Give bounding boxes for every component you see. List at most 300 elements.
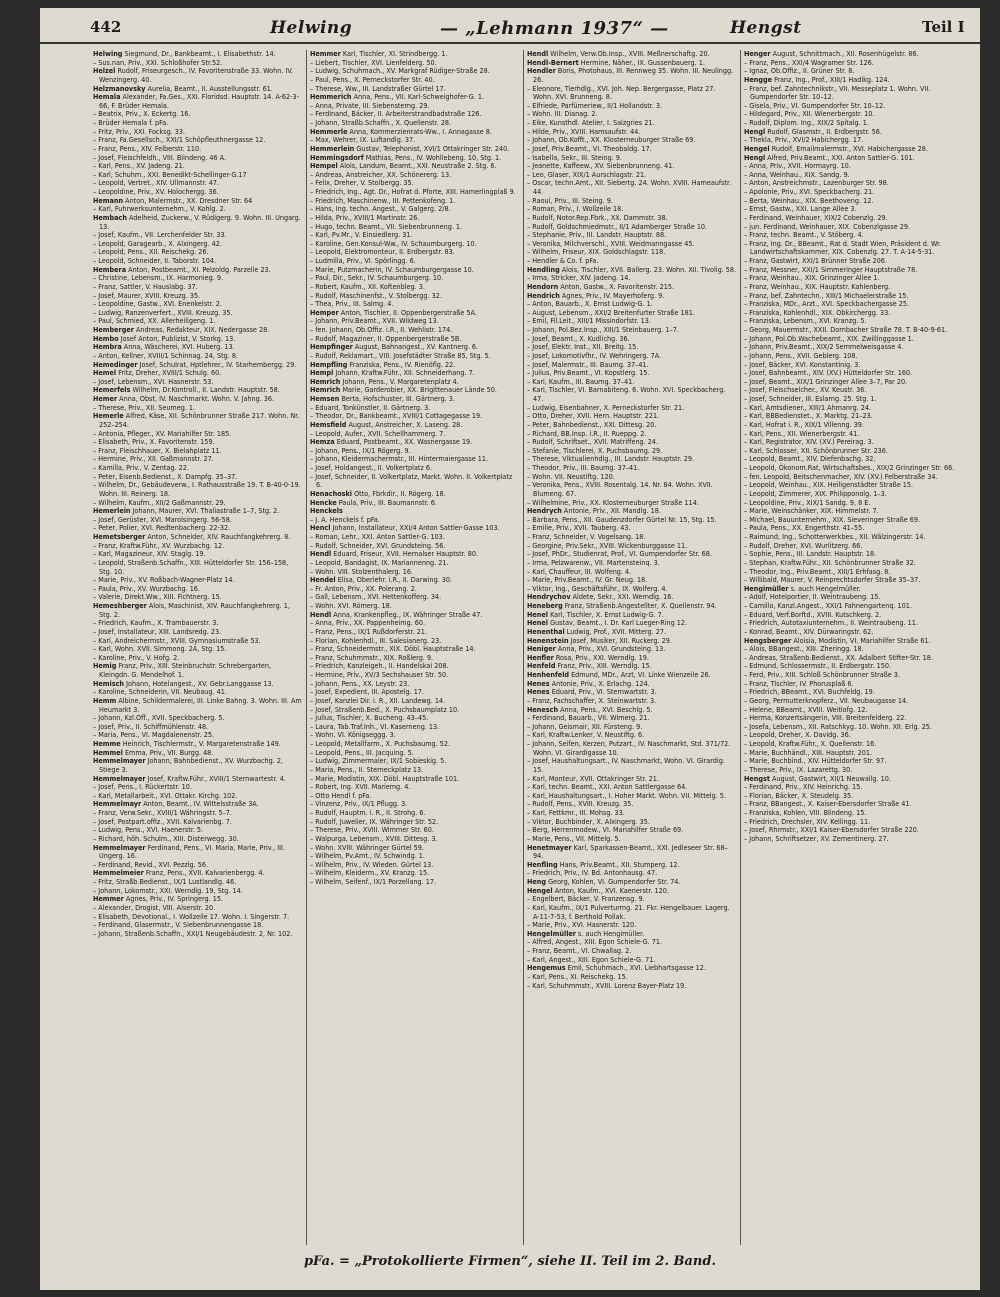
entry-details: – Eduard, Tonkünstler, II. Gärtnerg. 3. <box>310 402 431 412</box>
entry-details: Johann, Hotelangest., XV. Gebr.Langgasse 13. <box>124 678 274 688</box>
entry-details: – Wilhelm, Seifenf., IX/1 Porzellang. 17. <box>310 877 436 886</box>
entry-details: – Karl, Chauffeur, III. Wolfeng. 4. <box>527 566 632 576</box>
entry-details: – Franziska, MDr., Arzt., XVI. Speckbachergasse 25. <box>744 299 910 309</box>
entry-details: – Marie, Priv., XVI. Hasnerstr. 120. <box>527 920 637 930</box>
entry-surname: Hemsen <box>310 394 340 403</box>
entry-details: – Elisabeth, Devotional., I. Wollzeile 17. Wohn. I. Singerstr. 7. <box>93 911 290 921</box>
entry-details: – Franz, BBangest., X. Kaiser-Ebersdorfer Straße 41. <box>744 799 912 809</box>
directory-entry <box>93 844 303 861</box>
directory-entry <box>310 878 520 887</box>
entry-details: – Thekla, Priv., XVI/2 Habichergg. 17. <box>744 135 864 145</box>
entry-details: – Karl, Magazineur, XIV. Staglg. 19. <box>93 549 206 559</box>
entry-details: Johann, Pens., V. Margaretenplatz 4. <box>340 376 459 386</box>
entry-surname: Hemza <box>310 437 335 447</box>
directory-entry <box>527 904 737 921</box>
entry-details: – Rudolf, Reklamart., VIII. Josefstädter Straße 85, Stg. 5. <box>310 350 491 360</box>
entry-surname: Helzel <box>93 66 116 76</box>
entry-details: Anton, Kaufm., XVI. Kaenerstr. 120. <box>552 885 669 895</box>
page-header <box>40 8 980 44</box>
entry-details: Ludwig, Prof., XVII. Mitterg. 27. <box>564 626 667 636</box>
entry-details: – Karl, Fettkmr., III. Mohsg. 33. <box>527 808 625 817</box>
entry-details: – Michael, Bauunternehm., XIX. Sieveringer Straße 69. <box>744 514 921 524</box>
entry-details: – Johann, Ob.Kofft., XX. Klosterneuburger Straße 69. <box>527 135 696 145</box>
entry-details: – fen. Leopold, Beitschenmacher, XIV. (XV.) Felberstraße 34. <box>744 471 938 481</box>
entry-details: – Wilhelm, Kaufm., XII/2 Gaßmannstr. 29. <box>93 497 226 507</box>
entry-details: – Friedrich, Drechsler, XIV. Kellingg. 11. <box>744 816 871 826</box>
entry-details: – Robert, Ing. XVII. Mariemg. 4. <box>310 782 411 792</box>
entry-details: Johann, Installateur, XXI/4 Anton Sattler-Gasse 103. <box>330 523 500 533</box>
entry-details: – Franz, Fa.Gesellsch., XXI/1 Schöpfleuthnergasse 12. <box>93 135 266 145</box>
entry-details: – Karl, Metallarbeit., XVI. Ottakr. Kirchg. 102. <box>93 790 238 800</box>
entry-details: – Peter, Bahnbedienst., XXI. Dittesg. 20. <box>527 419 657 429</box>
entry-details: – Emil, Fil.Leit., XIII/1 Missindorfstr. 13. <box>527 316 651 326</box>
entry-details: – Josef, Schneider, II. Volkertplatz, Markt. Wohn. II. Volkertplatz 6. <box>310 471 513 490</box>
entry-details: – Ludwig, Zimmermaler, IX/1 Sobieskig. 5. <box>310 756 447 766</box>
entry-details: Gustav, Beamt., I. Dr. Karl Lueger-Ring 12. <box>548 618 688 628</box>
directory-column-4 <box>741 50 958 1245</box>
entry-details: – Franz, Schneider, V. Vogelsang. 18. <box>527 532 646 541</box>
entry-details: – Johann, Priv.Beamt., XVII. Wildweg 13. <box>310 316 439 326</box>
entry-details: – Karl, Monteur, XVII. Ottakringer Str. 21. <box>527 773 659 783</box>
entry-details: – Franz, Pens., XIV. Felberstr. 110. <box>93 143 202 153</box>
entry-details: – Rudolf, Goldschmiedmstr., II/1 Adamberger Straße 10. <box>527 221 708 231</box>
entry-details: – Karl, Amtsdiener., XIII/1 Ahmanrg. 24. <box>744 402 872 412</box>
entry-details: – Josef, Kanzlei Dir. i. R., XII. Landewg. 14. <box>310 695 446 705</box>
entry-details: – Felix, Dreher, V. Stolbergg. 35. <box>310 178 414 188</box>
entry-surname: Heng <box>527 877 547 886</box>
entry-surname: Hemmelmayer <box>93 773 146 783</box>
entry-details: – Leopold, Ökonom.Rat, Wirtschaftsbes., XIX/2 Grinzinger Str. 66. <box>744 463 955 472</box>
entry-surname: Henckels <box>310 506 343 516</box>
entry-details: – Marie, Pens., VII. Mittelg. 5. <box>527 833 621 843</box>
entry-details: – Hilde, Priv., XVIII. Hamsaufstr. 44. <box>527 126 641 136</box>
entry-surname: Hemmer <box>310 50 341 58</box>
entry-details: – Vinzenz, Priv., IX/1 Pflugg. 3. <box>310 799 408 809</box>
directory-column-1 <box>90 50 307 1245</box>
entry-surname: Hendl <box>310 609 332 619</box>
entry-surname: Hemsfield <box>310 419 347 429</box>
entry-details: – Paul, Dir., Sekr., IV. Schaumburgerg. 10. <box>310 273 444 283</box>
entry-details: – Sophie, Pens., III. Landstr. Hauptstr. 18. <box>744 549 877 559</box>
entry-details: – Therese, Viktualienhdlg., III. Landstr. Hauptstr. 29. <box>527 454 695 464</box>
entry-details: Gustav, Telephonist, XVI/1 Ottakringer Str. 240. <box>354 143 510 153</box>
entry-details: – Karl, techn. Beamt., XXI. Anton Sattlergasse 64. <box>527 782 688 792</box>
entry-details: – Christine, Lebensm., IX. Harmonieg. 9. <box>93 273 224 283</box>
entry-details: Otto, Fbrkdir., II. Rögerg. 18. <box>352 488 446 498</box>
entry-surname: Hemmerich <box>310 92 352 102</box>
entry-details: – Herma, Konzertsängerin, VIII. Breitenfelderg. 22. <box>744 713 907 723</box>
entry-details: – Fritz, Priv., XXI. Focksg. 33. <box>93 126 186 136</box>
entry-details: – Franz, Schuhmmstr., XIX. Roßlerg. 9. <box>310 652 434 662</box>
entry-details: Aloisia, Modistin, VI. Mariahilfer Straße 61. <box>791 635 931 645</box>
entry-details: – Konrad, Beamt., XIV. Dürwaringstr. 62. <box>744 626 874 636</box>
entry-details: – Leopold, Straßenb.Schaffn., XIII. Hütteldorfer Str. 156–158, Stg. 10. <box>93 557 289 576</box>
entry-details: – Leopold, Beamt., XIV. Diefenbachg. 32. <box>744 454 876 464</box>
entry-details: – Friedrich, Maschinenw., III. Pettenkofeng. 1. <box>310 195 456 205</box>
entry-details: – Stefanie, Tischlerei, X. Puchsbaumg. 29. <box>527 445 663 455</box>
entry-details: Josef, Kraftw.Führ., XVIII/1 Sternwartestr. 4. <box>145 773 286 783</box>
entry-details: – Therese, Priv., XVIII. Wimmer Str. 60. <box>310 825 434 835</box>
entry-details: – Karl, BBBedienstet., X. Marktg. 21–23. <box>744 411 873 421</box>
entry-details: – Johann, Kzl.Off., XVII. Speckbacherg. 5. <box>93 713 225 723</box>
entry-surname: Hengelmüller <box>527 928 576 938</box>
entry-details: – Josef, Priv., II. Schiffmühlenstr. 48. <box>93 721 209 731</box>
entry-details: – Karl, Angest., XIII. Egon Schiele-G. 71. <box>527 954 656 964</box>
entry-details: – Wilhelm, Pv.Amt., IV. Schwindg. 1. <box>310 851 425 861</box>
entry-details: – Max, Wehrer, IX. Luftandlg. 37. <box>310 135 416 145</box>
entry-surname: Helzmanovsky <box>93 83 146 93</box>
entry-details: s. auch Hengimüller. <box>575 928 645 938</box>
entry-details: – Ferdinand, Bauarb., VII. Wimerg. 21. <box>527 713 650 723</box>
entry-details: Rudolf, Friseurgesch., IV. Favoritenstraße 33. Wohn. IV. Wenzingerg. 40. <box>99 66 293 84</box>
entry-details: – Roman, Priv., I. Wollzeile 18. <box>527 204 624 214</box>
directory-entry <box>93 662 303 679</box>
entry-surname: Hemmerle <box>310 126 348 136</box>
entry-details: s. auch Hengelmüller. <box>788 583 861 593</box>
entry-details: – Franz, Verw.Sekr., XVIII/1 Währingstr. 5–7. <box>93 808 232 817</box>
entry-details: – Wohn. III. Dianag. 2. <box>527 109 598 119</box>
directory-entry <box>527 844 737 861</box>
entry-details: – Irma, Stricker, XIV. Jadeng. 14. <box>527 273 631 283</box>
entry-details: Karl, Tischler, XI. Strindbergg. 1. <box>340 50 448 58</box>
entry-details: – Gall, Lebensm., XVI. Hettenkofferg. 34. <box>310 592 442 602</box>
entry-surname: Hemala <box>93 92 121 102</box>
entry-surname: Hemmel <box>93 747 123 757</box>
entry-details: – Karoline, Gen.Konsul-Ww., IV. Schaumburgerg. 10. <box>310 238 477 248</box>
entry-surname: Hembera <box>93 264 127 274</box>
entry-details: – Johann, Priv.Beamt., XIX/2 Semmelweisgasse 4. <box>744 342 904 352</box>
entry-details: – Marie, Weinschänker, XIX. Himmelstr. 7. <box>744 506 879 516</box>
directory-columns <box>90 50 960 1245</box>
entry-details: – Marie, Priv., XV. Roßbach-Wagner-Platz 14. <box>93 575 235 585</box>
entry-details: Anna, Pens., XVI. Beschlg. 5. <box>558 704 653 714</box>
entry-details: – Ernst, Gastw., XXI. Lange Allee 3. <box>744 204 857 214</box>
entry-surname: Hempfinger <box>310 342 353 352</box>
entry-details: – Apolonie, Priv., XVI. Speckbacherg. 21. <box>744 187 875 196</box>
entry-details: – Willibald, Maurer, V. Reinprechtsdorfer Straße 35–37. <box>744 575 921 585</box>
directory-entry <box>527 757 737 774</box>
entry-surname: Hendrich <box>527 290 560 300</box>
entry-details: – Johann, Pens., XVII. Geblerg. 108. <box>744 350 858 360</box>
entry-details: – Leopold, Metallfarm., X. Puchsbaumg. 52. <box>310 739 451 748</box>
entry-details: – Karl, Pens., XI. Reischekg. 15. <box>527 971 628 981</box>
entry-details: – Johann, Pens., IX/1 Rögerg. 9. <box>310 445 411 455</box>
entry-details: Josef, Schulrat, Hptlehrer., IV. Starhembergg. 29. <box>137 359 297 369</box>
entry-details: – Peter, Eisenb.Bedienst., X. Dampfg. 35–37. <box>93 471 238 481</box>
entry-details: – Wilhelm, Priv., IV. Wieden. Gürtel 13. <box>310 859 434 869</box>
entry-surname: Hemberger <box>93 325 134 334</box>
entry-details: Johann, Bahnbedienst., XV. Wurzbachg. 2, Stiege 3. <box>99 756 283 774</box>
entry-details: – Berta, Weinhau., XIX. Beethoveng. 12. <box>744 195 874 205</box>
entry-details: Adelheid, Zuckerw., V. Rüdigerg. 9. Wohn. III. Ungarg. 13. <box>99 212 301 231</box>
entry-surname: Hemmelmeier <box>93 868 144 878</box>
entry-details: Franz, Straßenb.Angestellter, X. Quellenstr. 94. <box>562 601 717 610</box>
entry-details: – Franz, Pens., IX/1 Rußdorferstr. 21. <box>310 626 427 636</box>
directory-entry <box>744 85 955 102</box>
entry-details: – Raimund, Ing., Schotterwerkbes., XII. Wälzingerstr. 14. <box>744 532 926 541</box>
entry-surname: Hendrych <box>527 506 562 516</box>
entry-details: – Veronika, Milchverschl., XVIII. Weidmanngasse 45. <box>527 238 695 248</box>
entry-details: – Helene, BBeamt., XVIII. Weitlofg. 12. <box>744 704 868 714</box>
directory-entry <box>744 240 955 257</box>
directory-entry <box>93 481 303 498</box>
entry-surname: Helwing <box>93 50 123 58</box>
entry-details: – Franz, Gastwirt, XXI/1 Brünner Straße 206. <box>744 256 887 265</box>
entry-details: – Franz, Ing. Dr., BBeamt., Rat d. Stadt Wien, Präsident d. Wr. Landwirtschaftskammer, XIX. Cobenzlg. 27. T. A-14-5-31. <box>744 238 942 257</box>
entry-surname: Hempfling <box>310 359 348 369</box>
entry-details: August, Gastwirt, XII/1 Neuwallg. 10. <box>769 773 891 783</box>
entry-details: Hermine, Näher., IX. Gussenbauerg. 1. <box>578 57 705 67</box>
entry-details: – Franz, Tischler, IV. Phorusplaß 6. <box>744 678 854 688</box>
entry-details: – Wilhelm, Dr., Gebäudeverw., I. Rathausstraße 19. T. B-40-0-19. Wohn. III. Reinerg. 18. <box>93 480 301 498</box>
entry-details: – Johann, Straßenb.Schaffn., XXI/1 Neugebäudestr. 2, Nr. 102. <box>93 928 293 938</box>
entry-details: – Oscar, techn.Amt., XII. Siebertg. 24. Wohn. XVIII. Hameaufstr. 44. <box>527 178 732 196</box>
entry-details: August, Bahnangest., XV. Kantnerg. 6. <box>352 342 479 352</box>
entry-details: – Anton, Anstreichmstr., Lazenburger Str. 98. <box>744 178 889 188</box>
entry-details: – Johann, Geismair, XII. Fürsteng. 9. <box>527 721 643 731</box>
directory-entry <box>310 473 520 490</box>
entry-details: Agnes, Priv., IV. Mayerhoferg. 9. <box>559 290 665 300</box>
entry-surname: Henfeld <box>527 661 556 671</box>
entry-details: – Franziska, Lebensm., XVI. Kranzg. 5. <box>744 316 867 326</box>
entry-surname: Hendorn <box>527 281 559 291</box>
entry-details: – Karl, Pens., XV. Jadeng. 21. <box>93 161 185 171</box>
entry-details: – Paula, Pens., XX. Engerthstr. 41–55. <box>744 523 865 533</box>
entry-details: – Fr. Anton, Priv., XX. Polerang. 2. <box>310 583 417 593</box>
entry-details: Rosa, Priv., XXI. Werndlg. 19. <box>553 652 649 662</box>
entry-details: – Ferdinand, Glasermstr., V. Siebenbrunnengasse 18. <box>93 920 264 930</box>
entry-details: – Franz, Fleischhauer, X. Bielahplatz 11. <box>93 445 222 455</box>
entry-details: – Georgine, Priv.Sekr., XVIII. Wickenburggasse 11. <box>527 540 688 550</box>
entry-details: Anna, Krankenpfleg., IX. Währinger Straße 47. <box>331 609 483 619</box>
entry-details: – Paul, Schmied, XX. Allerheiligeng. 1. <box>93 316 216 326</box>
entry-details: Heinrich, Tischlermstr., V. Margaretenstraße 149. <box>120 739 281 748</box>
entry-details: Franziska, Pens., IV. Rienöflg. 22. <box>347 359 456 369</box>
entry-details: – Ignaz, Ob.Offiz., II. Grüner Str. 8. <box>744 66 855 76</box>
entry-details: Aurelia, Beamt., II. Ausstellungsstr. 61. <box>145 83 273 93</box>
entry-surname: Hemmelmayr <box>93 799 142 809</box>
entry-details: – Johann, Lokomstr., XXI. Werndlg. 19, Stg. 14. <box>93 885 243 895</box>
entry-details: – Eduard, Verf.Borftd., XVIII. Kutschkerg. 2. <box>744 609 882 619</box>
entry-details: – Karl, Kraftw.Lenker, V. Neustiftg. 6. <box>527 730 645 740</box>
entry-details: – Franz, Sattler, V. Hauslabg. 37. <box>93 281 198 291</box>
entry-details: – Friedrich, BBeamt., XVI. Buchfeldg. 19. <box>744 687 875 697</box>
entry-details: – Leopold, Schneider, II. Taborstr. 104. <box>93 256 217 265</box>
entry-details: Paula, Priv., III. Baumannstr. 6. <box>336 497 437 507</box>
entry-details: – Ludwig, Pens., XVI. Haenerstr. 5. <box>93 825 204 835</box>
entry-details: – Leopold, Elektromonteur, II. Erdbergstr. 83. <box>310 247 455 257</box>
entry-details: – Sus.nan, Priv., XXI. Schloßhofer Str.52. <box>93 57 223 67</box>
entry-details: – fen. Johann, Ob.Offiz. i.R., II. Wehlistr. 174. <box>310 325 453 334</box>
entry-details: Johann, Kraftw.Führ., XII. Schneiderhang. 7. <box>333 368 475 378</box>
entry-surname: Hengel <box>744 143 770 153</box>
directory-entry <box>527 386 737 403</box>
entry-details: – Georg, Mauermstr., XXII. Dornbacher Straße 78. T. B-40-9-61. <box>744 325 948 334</box>
entry-details: – Karoline, Priv., V. Hofg. 2. <box>93 652 180 662</box>
entry-details: – Rudolf, Juwelier, IX. Währinger Str. 52. <box>310 816 439 826</box>
entry-details: Anton, Schneider, XIV. Rauchfangkehrerg. 8. <box>145 532 291 541</box>
entry-surname: Hemrich <box>310 376 341 386</box>
entry-surname: Hemer <box>93 394 118 403</box>
entry-details: – Josefa, Lebensm., XII. Ratschkyg. 10. Wohn. XII. Erlg. 25. <box>744 721 932 731</box>
entry-details: – Karoline, Schneiderin, VII. Neubaug. 41. <box>93 687 227 697</box>
entry-details: Marie, Garderobier, XX. Brigittenauer Lände 50. <box>340 385 497 395</box>
entry-details: – Ferd, Priv., XIII. Schloß Schönbrunner Straße 3. <box>744 670 900 679</box>
entry-details: – Leopold, Vertret., XIV. Ullmannstr. 47. <box>93 178 219 188</box>
entry-details: – Berg, Herrenmodew., VI. Mariahilfer Straße 69. <box>527 825 684 835</box>
entry-details: – Franz, bef. Zahntechn., XIII/1 Michaelerstraße 15. <box>744 290 909 300</box>
entry-surname: Hempel <box>310 161 338 171</box>
entry-surname: Henger <box>744 50 771 58</box>
entry-details: – Karl, Pens., XII. Wienerbergstr. 41. <box>744 428 860 438</box>
entry-details: – Johann, Seifen, Kerzen, Putzart., IV. Naschmarkt, Std. 371/72. Wohn. VI. Girardigasse 10. <box>527 739 731 757</box>
entry-details: – Anna, Weinhau., XIX. Sandg. 9. <box>744 169 850 179</box>
entry-surname: Hengemus <box>527 963 566 973</box>
entry-details: – Wilhelm, Friseur, XIX. Goldschlagstr. 118. <box>527 247 666 257</box>
entry-details: August, Schnittmach., XII. Rosenhügelstr. 86. <box>770 50 919 58</box>
entry-details: – Stephan, Kraftw.Führ., XII. Schönbrunner Straße 32. <box>744 557 916 567</box>
entry-surname: Hemedinger <box>93 359 138 369</box>
entry-details: Alois, Landum, Beamt., XXI. Neustraße 2. Stg. 6. <box>337 161 497 171</box>
entry-details: August, Anstreicher, X. Laseng. 28. <box>346 419 463 429</box>
entry-details: – Josef, Kaufm., VII. Lerchenfelder Str. 33. <box>93 230 227 240</box>
book-title: — „Lehmann 1937“ — <box>440 18 669 39</box>
entry-details: – Josef, PhDr., Studienrat, Prof., VI. Gumpendorfer Str. 68. <box>527 549 712 559</box>
entry-details: Emma, Priv., VII. Burgg. 48. <box>122 747 214 757</box>
entry-details: – Eleonore, Tierhdlg., XVI. Joh. Nep. Bergergasse, Platz 27. Wohn. XVI. Brunneng. 8. <box>527 83 716 102</box>
entry-details: – Franz, Pens., XXI/4 Wagramer Str. 126. <box>744 57 874 67</box>
entry-details: Berta, Hofschuster, III. Gärtnerg. 3. <box>339 394 455 403</box>
entry-details: – Josef, Straßenb.Bed., X. Puchsbaumplatz 10. <box>310 704 460 714</box>
entry-details: – Leopold, Weinhau., XIX. Heiligenstädter Straße 15. <box>744 480 914 490</box>
entry-details: – Karl, Hofrat i. R., XIX/1 Villenng. 39. <box>744 419 864 429</box>
entry-details: – Wohn. VII. Neustiftg. 120. <box>527 471 615 481</box>
directory-entry <box>93 67 303 84</box>
entry-details: – Eike, Kunsthdl. Atelier, I. Salzgries 21. <box>527 118 655 127</box>
entry-details: Anna, Kommerzienrats-Ww., I. Annagasse 8. <box>347 126 492 136</box>
entry-details: – Engelbert, Bäcker, V. Franzensg. 9. <box>527 894 645 904</box>
entry-details: – Wohn. XVI. Römerg. 18. <box>310 601 392 610</box>
entry-surname: Hempl <box>310 368 334 378</box>
entry-surname: Henetmayer <box>527 842 572 852</box>
entry-details: – Ludmilla, Priv., VI. Spörlingg. 6. <box>310 256 416 265</box>
entry-details: Aldete, Sekr., XXI. Werndlg. 16. <box>570 592 674 602</box>
entry-details: Alfred, Käse, XII. Schönbrunner Straße 217. Wohn. Nr. 252–254. <box>99 411 300 429</box>
entry-details: – Elisabeth, Priv., X. Favoritenstr. 159. <box>93 437 215 447</box>
entry-details: – jun. Ferdinand, Weinhauer, XIX. Cobenzlgasse 29. <box>744 221 911 231</box>
entry-details: – Barbara, Pens., XII. Gaudenzdorfer Gürtel Nr. 15, Stg. 15. <box>527 514 717 524</box>
entry-details: – Franz, Kraftw.Führ., XV. Wurzbachg. 12. <box>93 540 225 550</box>
entry-details: – Alois, BBangest., XIII. Zheringg. 18. <box>744 644 864 654</box>
entry-details: – Franziska, Kohlen, VIII. Blindeng. 15. <box>744 808 867 817</box>
directory-entry <box>527 85 737 102</box>
entry-surname: Hemmelmayer <box>93 756 146 766</box>
entry-details: – Rudolf, Schneider, XVI. Grundsteing. 56. <box>310 540 446 550</box>
entry-details: – Franz, Weinhau., XIX. Grinzinger Allee 1. <box>744 273 880 283</box>
directory-column-3 <box>524 50 741 1245</box>
entry-surname: Hembo <box>93 333 119 343</box>
entry-surname: Hengsberger <box>744 635 792 645</box>
entry-surname: Hemmerlein <box>310 143 355 153</box>
directory-entry <box>527 67 737 84</box>
directory-entry <box>93 697 303 714</box>
entry-details: – Fritz, Straßb.Bedienst., IX/1 Lustlandlg. 46. <box>93 877 237 886</box>
entry-details: – Raoul, Priv., III. Steing. 9. <box>527 195 613 205</box>
entry-surname: Hencke <box>310 497 337 507</box>
entry-details: – Leopold, Bandagist, IX. Mariannenng. 21. <box>310 557 449 567</box>
entry-details: – Josef, Expedient, III. Apostelg. 17. <box>310 687 424 697</box>
directory-entry <box>527 740 737 757</box>
entry-details: – Johann, Kleidermachermstr., III. Hintermaiergasse 11. <box>310 454 489 464</box>
entry-details: – Rudolf, Maschinenfst., V. Stolbergg. 32. <box>310 290 442 300</box>
entry-details: – Anna, Priv., XVII. Hormayrg. 10. <box>744 161 851 171</box>
entry-details: – Beatrix, Priv., X. Eckertg. 16. <box>93 109 191 119</box>
entry-details: Anton, Postbeamt., XI. Pelzoldg. Parzelle 23. <box>126 264 271 274</box>
entry-details: – Karl, Schuhmmstr., XVIII. Lorenz Bayer-Platz 19. <box>527 980 687 990</box>
entry-details: – Peter, Polier, XVI. Redtenbacherg. 22-32. <box>93 523 231 533</box>
entry-details: – Wilhelm, Kleiderm., XV. Kranzg. 15. <box>310 868 430 878</box>
entry-details: Wilhelm, Dr.Kontroll., II. Landstr. Hauptstr. 58. <box>130 385 280 395</box>
entry-details: Georg, Kohlen, VI. Gumpendorfer Str. 74. <box>546 877 681 886</box>
guide-word-left: Helwing <box>270 18 353 38</box>
directory-entry <box>93 930 303 939</box>
entry-details: – Paula, Priv., XV. Wurzbachg. 16. <box>93 583 200 593</box>
entry-details: – August, Lebensm., XXI/2 Breitenfurter Straße 181. <box>527 307 695 317</box>
entry-surname: Heniger <box>527 644 556 654</box>
entry-surname: Hengge <box>744 74 773 84</box>
entry-details: – Franz, Schneidermstr., XIX. Döbl. Hauptstraße 14. <box>310 644 476 654</box>
entry-details: Franz, Priv., XIII. Werndlg. 15. <box>555 661 652 671</box>
entry-surname: Hemel <box>93 368 117 378</box>
entry-details: Karl, Tischler, X. Ernst Ludwig-G. 7. <box>548 609 664 619</box>
entry-details: – Ferdinand, Revid., XVI. Pezzlg. 56. <box>93 859 208 869</box>
entry-details: Franz, Priv., XIII. Steinbruchstr. Schrebergarten, Kleingdn. G. Mendelhof. 1. <box>99 661 272 679</box>
entry-details: – Julius, Tischler, X. Bucheng. 43–45. <box>310 713 429 723</box>
entry-details: – Roman, Lehr., XXI. Anton Sattler-G. 103. <box>310 532 445 541</box>
entry-details: – Ludwig, Schuhmach., XV. Markgraf Rüdiger-Straße 28. <box>310 66 490 76</box>
directory-entry <box>93 559 303 576</box>
entry-details: Siegmund, Dr., Bankbeamt., I. Elisabethstr. 14. <box>122 50 276 58</box>
entry-details: Anna, Priv., XVI. Grundsteing. 13. <box>555 644 666 654</box>
entry-surname: Henel <box>527 609 549 619</box>
entry-details: – Rudolf, Diplom. Ing., XIX/2 Spitalg. 1. <box>744 118 869 127</box>
directory-page <box>40 8 980 1290</box>
entry-surname: Hembach <box>93 212 127 222</box>
entry-details: – Brüder Hemala f. pFa. <box>93 118 169 127</box>
entry-details: – Marie, Putzmacherin, IV. Schaumburgergasse 10. <box>310 264 474 274</box>
entry-details: – Karl, Haushaltungsart., I. Hoher Markt. Wohn. VII. Mittelg. 5. <box>527 790 726 800</box>
entry-details: – Ferdinand, Weinhauer, XIX/2 Cobenzlg. 29. <box>744 212 888 222</box>
entry-details: – Antonia, Pfleger., XV. Mariahilfer Str. 185. <box>93 428 232 438</box>
entry-details: – Leopold, Pens., III. Jacquing. 5. <box>310 747 414 757</box>
entry-surname: Henenthal <box>527 626 565 636</box>
entry-details: – Karl, Andreichermstr., XVIII. Gymnasiumstraße 53. <box>93 635 261 645</box>
entry-details: – Leopoldine, Gastw., XVI. Enenkelstr. 2. <box>93 299 222 309</box>
directory-entry <box>93 757 303 774</box>
directory-entry <box>93 602 303 619</box>
footer-note: pFa. = „Protokollierte Firmen“, siehe II. Teil im 2. Band. <box>303 1254 717 1269</box>
entry-details: – Karl, Registrator, XIV. (XV.) Pereirag. 3. <box>744 437 874 447</box>
entry-details: – Marie, Buchhändl., XIII. Hauptstr. 201. <box>744 747 872 757</box>
entry-details: – Josef, Rhrmstr., XXI/1 Kaiser-Ebersdorfer Straße 220. <box>744 825 919 835</box>
entry-surname: Hemerfels <box>93 385 131 395</box>
entry-details: – Josef, Beamt., XIX/1 Grinzinger Allee 3–7, Par 20. <box>744 376 908 386</box>
entry-details: – Johann, Schriftsetzer, XV. Zementinerg. 27. <box>744 833 889 843</box>
entry-details: Alois, Tischler, XVII. Ballerg. 23. Wohn. XII. Tivolig. 58. <box>559 264 737 274</box>
entry-details: – Irma, Pelzwarenw., VII. Martensteinq. 3. <box>527 557 660 567</box>
entry-details: – Theodor, Dr., Bankbeamt., XVIII/1 Cottagegasse 19. <box>310 411 483 421</box>
directory-entry <box>527 179 737 196</box>
